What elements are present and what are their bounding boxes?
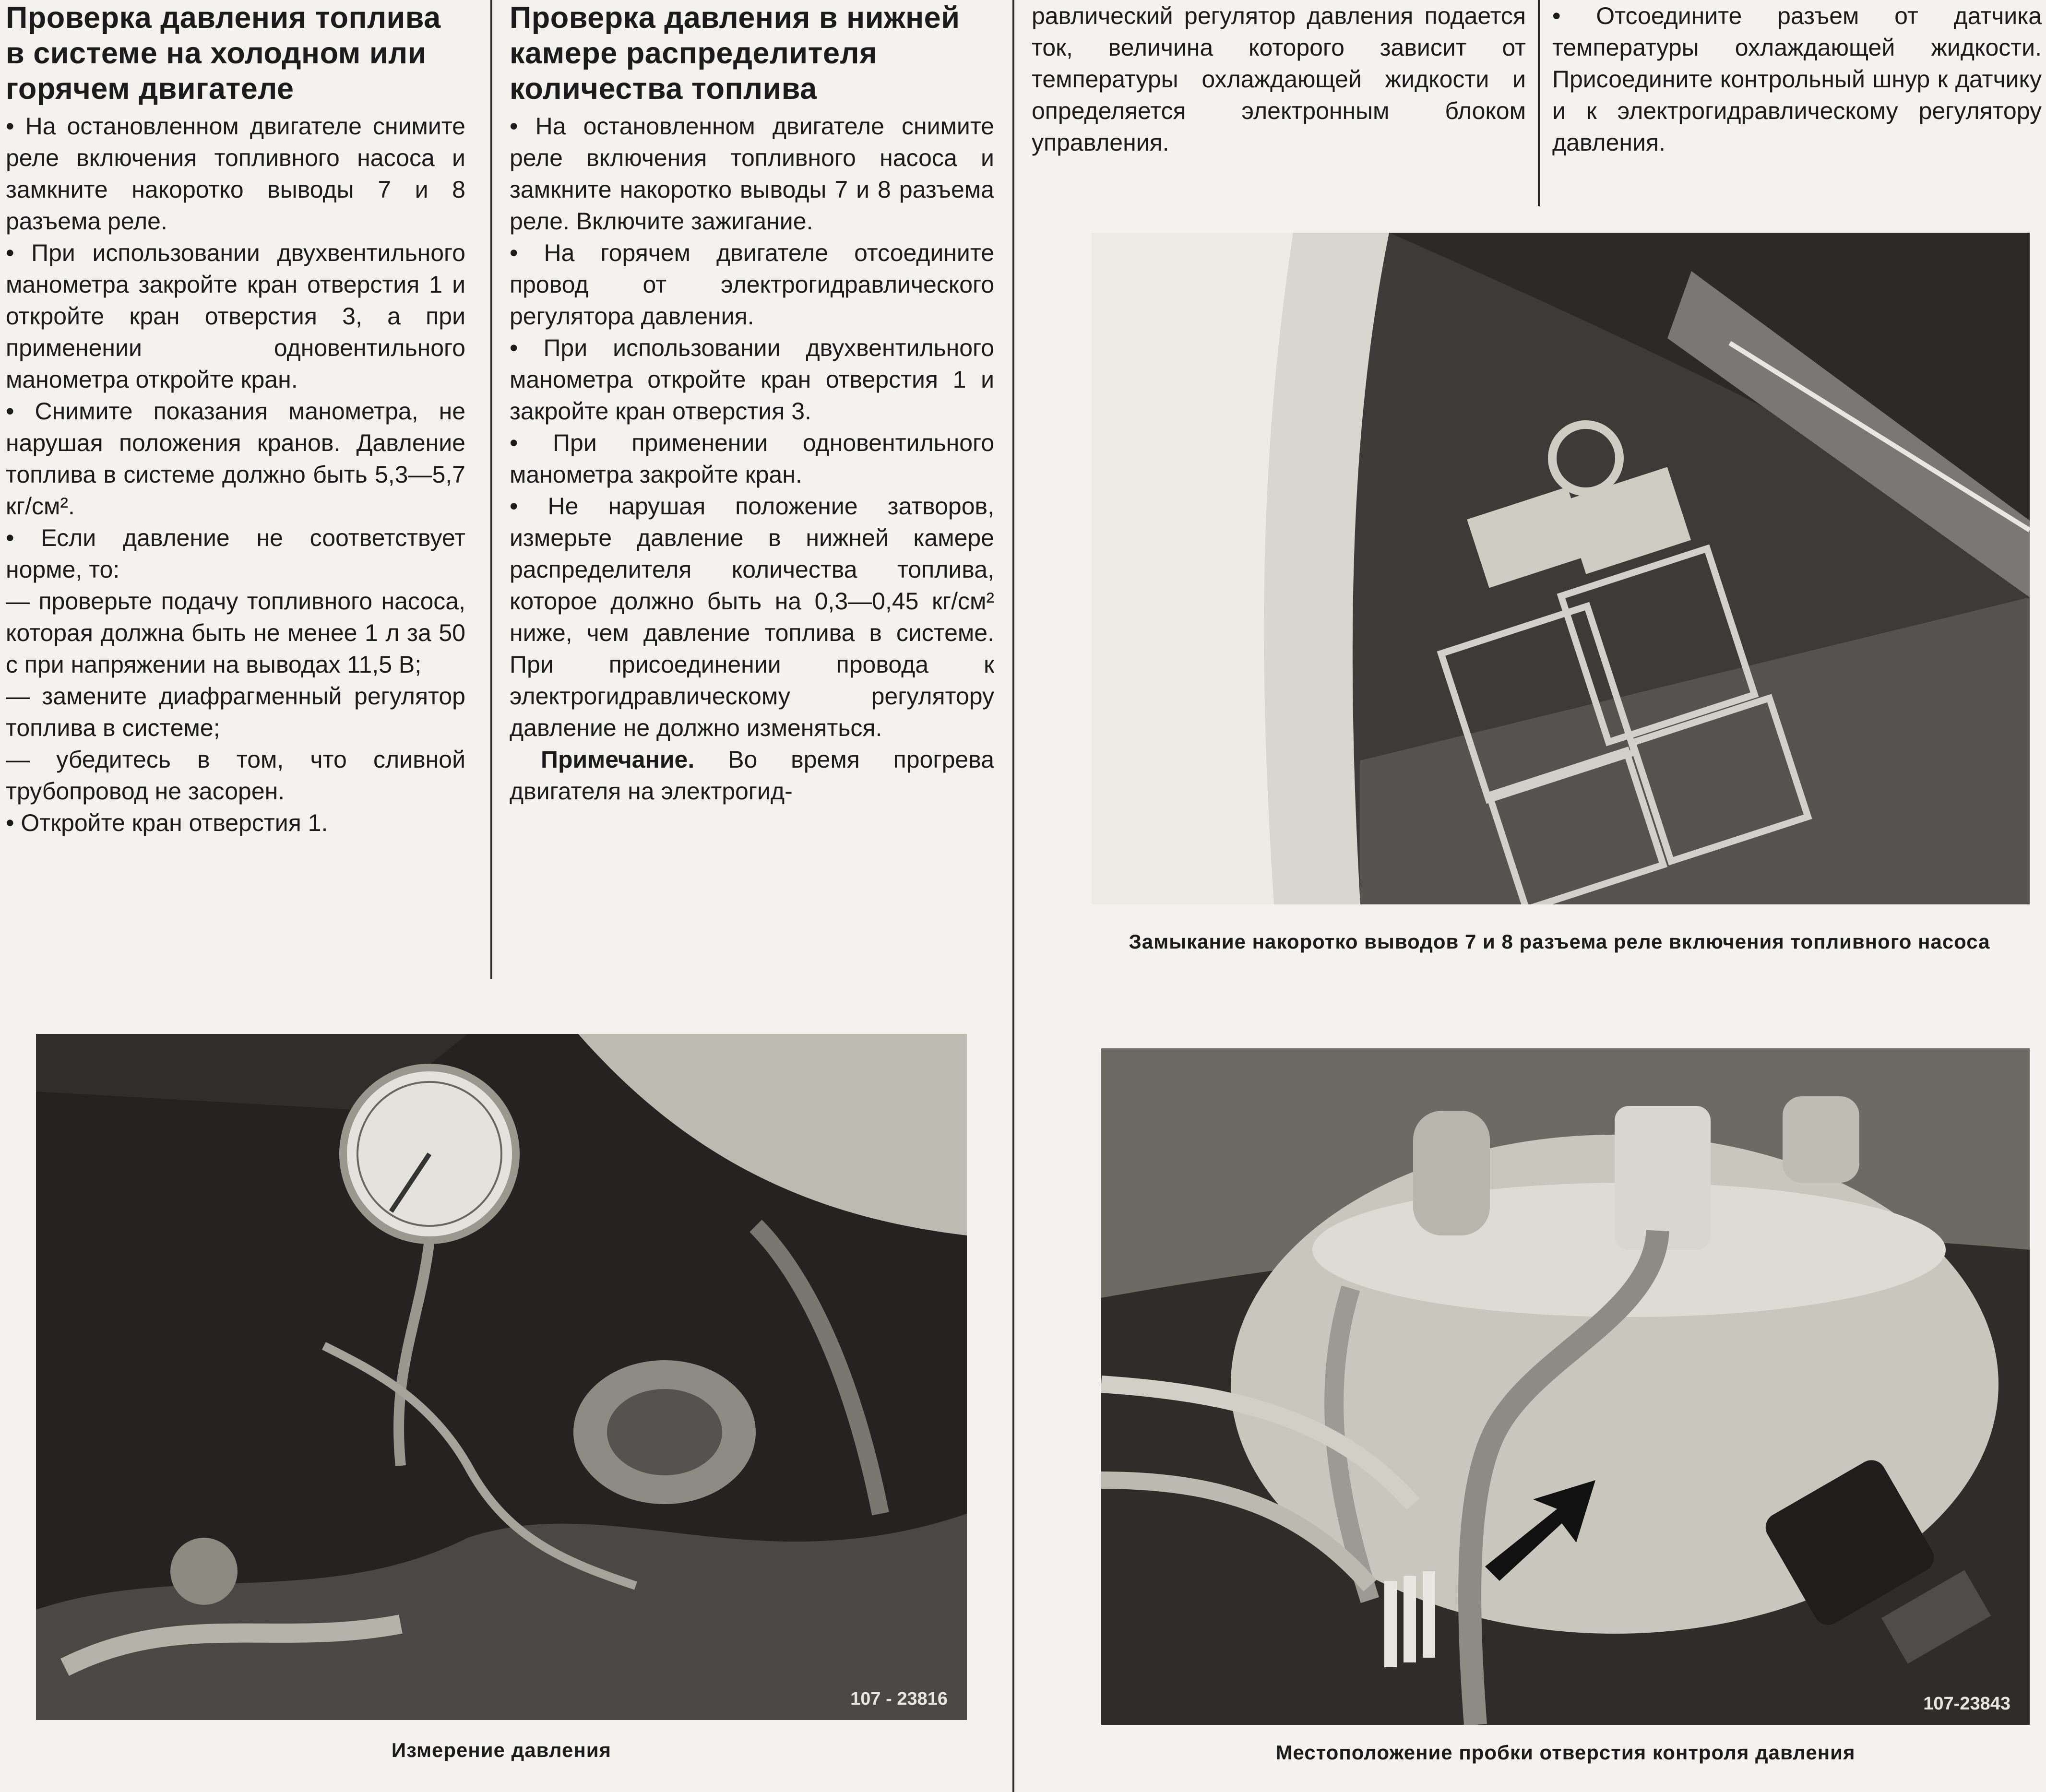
paragraph: • Снимите показания манометра, не нарушая положения кранов. Давление топлива в системе должно быть 5,3—5,7 кг/см².: [6, 398, 465, 520]
paragraph: — проверьте подачу топливного насоса, которая должна быть не менее 1 л за 50 с при напряжении на выводах 11,5 В;: [6, 588, 465, 678]
photo-plug-location: [1101, 1048, 2030, 1725]
photo-code: 107 - 23816: [850, 1689, 948, 1709]
paragraph: • Если давление не соответствует норме, то:: [6, 524, 465, 583]
column-2-body: [510, 110, 994, 807]
paragraph: • Откройте кран отверстия 1.: [6, 809, 328, 836]
figure-caption: Местоположение пробки отверстия контроля давления: [1275, 1741, 1856, 1764]
column-divider: [1012, 0, 1014, 1792]
paragraph: • При использовании двухвентильного манометра откройте кран отверстия 1 и закройте кран отверстия 3.: [510, 334, 994, 425]
paragraph: • На остановленном двигателе снимите реле включения топливного насоса и замкните накоротко выводы 7 и 8 разъема реле. Включите зажигание.: [510, 113, 994, 235]
paragraph: равлический регулятор давления подается ток, величина которого зависит от температуры охлаждающей жидкости и определяется электронным блоком управления.: [1032, 2, 1526, 156]
column-4: [1552, 0, 2042, 158]
note-paragraph: [510, 744, 994, 807]
photo-pressure-measurement: [36, 1034, 967, 1720]
photo-relay-connector: [1092, 233, 2030, 904]
column-divider: [1538, 0, 1540, 206]
note-label: Примечание.: [541, 746, 695, 773]
column-divider: [490, 0, 492, 979]
section-heading-lower-chamber-pressure: Проверка давления в нижней камере распределителя количества топлива: [510, 1, 960, 106]
section-heading-system-pressure: Проверка давления топлива в системе на холодном или горячем двигателе: [6, 1, 441, 106]
paragraph: — убедитесь в том, что сливной трубопровод не засорен.: [6, 746, 465, 805]
paragraph: • Отсоедините разъем от датчика температуры охлаждающей жидкости. Присоедините контрольный шнур к датчику и к электрогидравлическому регулятору давления.: [1552, 2, 2042, 156]
column-1: [6, 0, 465, 839]
paragraph: • При использовании двухвентильного манометра закройте кран отверстия 1 и откройте кран отверстия 3, а при применении одновентильного манометра откройте кран.: [6, 239, 465, 393]
column-3-body: [1032, 0, 1526, 158]
column-2: [510, 0, 994, 807]
paragraph: — замените диафрагменный регулятор топлива в системе;: [6, 683, 465, 741]
note-text: Во время прогрева двигателя на электрогид-: [510, 746, 994, 805]
column-4-body: [1552, 0, 2042, 158]
photo-code: 107-23843: [1923, 1694, 2010, 1714]
figure-caption: Замыкание накоротко выводов 7 и 8 разъема реле включения топливного насоса: [1129, 930, 1990, 953]
column-3: [1032, 0, 1526, 158]
paragraph: • На остановленном двигателе снимите реле включения топливного насоса и замкните накоротко выводы 7 и 8 разъема реле.: [6, 113, 465, 235]
figure-caption: Измерение давления: [391, 1739, 612, 1761]
column-1-body: [6, 110, 465, 839]
paragraph: • Не нарушая положение затворов, измерьте давление в нижней камере распределителя количества топлива, которое должно быть на 0,3—0,45 кг/см² ниже, чем давление топлива в системе. При присоединении провода к электрогидравлическому регулятору давление не должно изменяться.: [510, 493, 994, 741]
paragraph: • При применении одновентильного манометра закройте кран.: [510, 429, 994, 488]
paragraph: • На горячем двигателе отсоедините провод от электрогидравлического регулятора давления.: [510, 239, 994, 330]
